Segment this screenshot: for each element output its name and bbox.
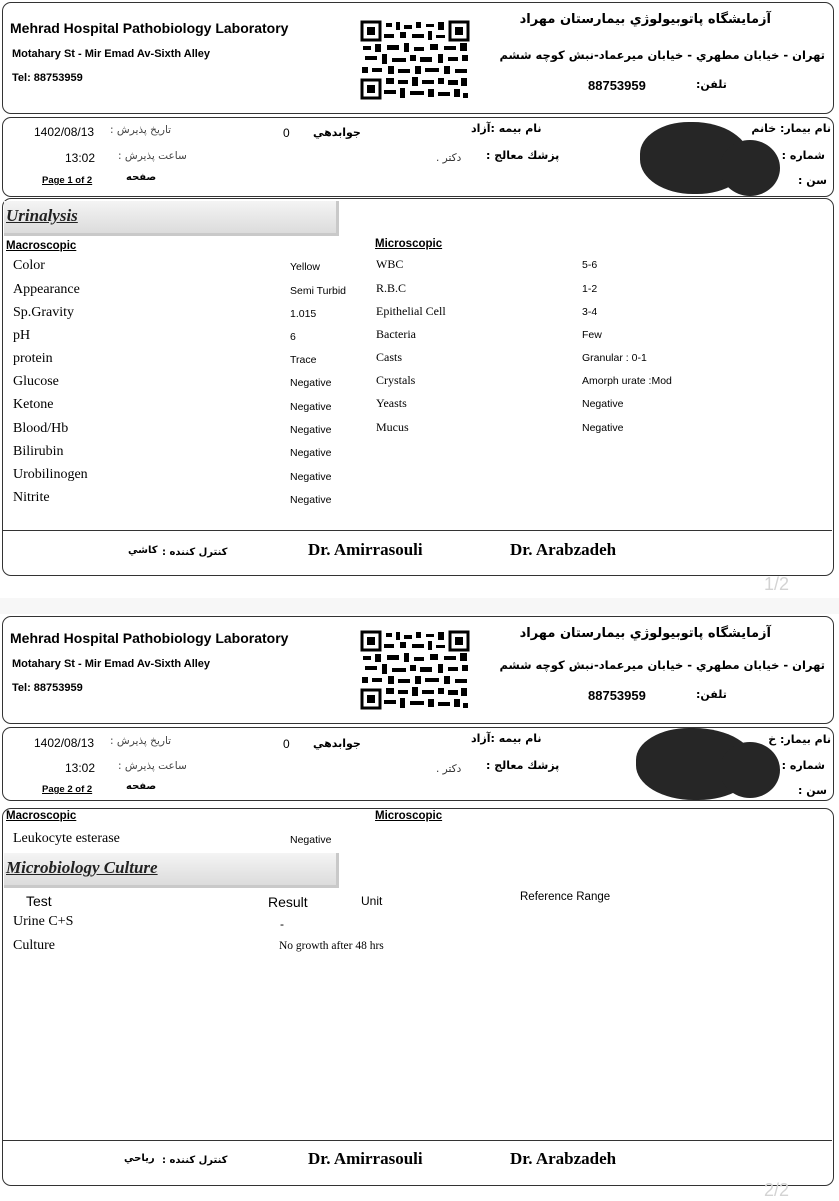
patient-age-label: سن :	[798, 174, 827, 187]
culture-test-result: No growth after 48 hrs	[279, 940, 384, 952]
lab-tel-label-fa: تلفن:	[696, 78, 727, 91]
column-unit: Unit	[361, 894, 383, 908]
macro-name: Sp.Gravity	[13, 305, 75, 320]
answer-value: 0	[283, 737, 290, 751]
insurance-label: نام بيمه :آزاد	[471, 732, 542, 745]
micro-name: Crystals	[376, 373, 416, 387]
page-word: صفحه	[126, 781, 157, 792]
macro-name: pH	[13, 328, 31, 343]
macro-value: 6	[290, 331, 296, 343]
patient-number-label: شماره :	[781, 759, 825, 772]
macro-value: Negative	[290, 471, 332, 483]
controller-label: كنترل كننده :	[162, 547, 228, 558]
microscopic-heading: Microscopic	[375, 238, 443, 250]
results-box	[2, 198, 834, 576]
macro-value: Negative	[290, 494, 332, 506]
macro-name: Appearance	[13, 282, 80, 297]
reception-date-value: 1402/08/13	[34, 125, 95, 139]
lab-tel-label-fa: تلفن:	[696, 688, 727, 701]
signature-doctor-2: Dr. Arabzadeh	[510, 540, 617, 559]
insurance-label: نام بيمه :آزاد	[471, 122, 542, 135]
micro-name: Casts	[376, 350, 403, 364]
lab-address-en: Motahary St - Mir Emad Av-Sixth Alley	[12, 658, 211, 670]
lab-tel-value: 88753959	[588, 688, 646, 703]
macro-value: Negative	[290, 424, 332, 436]
micro-value: Negative	[582, 422, 624, 434]
page-separator	[0, 598, 839, 614]
micro-name: WBC	[376, 257, 404, 271]
viewer-page-index: 2/2	[764, 1180, 790, 1200]
lab-name-en: Mehrad Hospital Pathobiology Laboratory	[10, 20, 289, 36]
column-test: Test	[26, 893, 52, 909]
culture-test-name: Urine C+S	[13, 914, 74, 929]
reception-time-label: ساعت پذيرش :	[118, 150, 187, 162]
lab-tel-value: 88753959	[588, 78, 646, 93]
patient-age-label: سن :	[798, 784, 827, 797]
viewer-page-index: 1/2	[764, 574, 790, 594]
macro-name: Blood/Hb	[13, 421, 69, 436]
reception-date-value: 1402/08/13	[34, 736, 95, 750]
urinalysis-title: Urinalysis	[6, 206, 78, 225]
macro-name: Ketone	[13, 397, 54, 412]
macroscopic-heading: Macroscopic	[6, 810, 77, 822]
leukocyte-value: Negative	[290, 834, 332, 846]
culture-test-name: Culture	[13, 938, 55, 953]
signature-doctor-1: Dr. Amirrasouli	[308, 540, 423, 559]
lab-name-fa: آزمايشگاه پاتوبيولوژي بيمارستان مهراد	[519, 12, 771, 27]
redaction-mark	[720, 140, 780, 196]
micro-value: Amorph urate :Mod	[582, 375, 672, 387]
lab-name-fa: آزمايشگاه پاتوبيولوژي بيمارستان مهراد	[519, 626, 771, 641]
page-label: Page 1 of 2	[42, 175, 93, 186]
lab-name-en: Mehrad Hospital Pathobiology Laboratory	[10, 630, 289, 646]
micro-value: Few	[582, 329, 602, 341]
reception-date-label: تاريخ پذيرش :	[110, 735, 172, 747]
microbiology-banner	[4, 853, 339, 888]
doctor-value: دكتر .	[436, 763, 462, 775]
reception-time-value: 13:02	[65, 151, 96, 165]
micro-value: 5-6	[582, 259, 598, 271]
doctor-label: پزشك معالج :	[486, 759, 560, 772]
column-reference: Reference Range	[520, 891, 611, 903]
macro-name: Bilirubin	[13, 444, 64, 459]
macro-value: 1.015	[290, 308, 317, 320]
macro-value: Negative	[290, 401, 332, 413]
microbiology-title: Microbiology Culture	[6, 858, 158, 877]
lab-address-en: Motahary St - Mir Emad Av-Sixth Alley	[12, 48, 211, 60]
answer-value: 0	[283, 126, 290, 140]
patient-name-label: نام بيمار: خانم	[751, 122, 831, 135]
doctor-value: دكتر .	[436, 152, 462, 164]
controller-label: كنترل كننده :	[162, 1155, 228, 1166]
macro-name: Color	[13, 258, 45, 273]
controller-value: كاشي	[128, 545, 158, 556]
lab-tel-en: Tel: 88753959	[12, 72, 83, 84]
macro-name: Nitrite	[13, 490, 50, 505]
footer-divider	[3, 1140, 832, 1141]
controller-value: رياحي	[124, 1153, 155, 1164]
reception-time-label: ساعت پذيرش :	[118, 760, 187, 772]
patient-number-label: شماره :	[781, 149, 825, 162]
page-word: صفحه	[126, 172, 157, 183]
reception-time-value: 13:02	[65, 761, 96, 775]
footer-divider	[3, 530, 832, 531]
leukocyte-name: Leukocyte esterase	[13, 831, 120, 846]
macro-value: Yellow	[290, 261, 320, 273]
micro-name: R.B.C	[376, 281, 407, 295]
macro-value: Trace	[290, 354, 317, 366]
culture-test-result: -	[280, 917, 284, 931]
page-label: Page 2 of 2	[42, 784, 93, 795]
macro-value: Semi Turbid	[290, 285, 347, 297]
patient-name-label: نام بيمار: خ	[768, 733, 831, 746]
micro-value: Negative	[582, 398, 624, 410]
micro-value: Granular : 0-1	[582, 352, 647, 364]
micro-name: Mucus	[376, 420, 409, 434]
column-result: Result	[268, 894, 308, 910]
micro-name: Yeasts	[376, 396, 407, 410]
lab-address-fa: تهران - خيابان مطهري - خيابان ميرعماد-نبش كوچه ششم	[499, 48, 825, 62]
macroscopic-heading: Macroscopic	[6, 240, 77, 252]
micro-name: Epithelial Cell	[376, 304, 446, 318]
lab-address-fa: تهران - خيابان مطهري - خيابان ميرعماد-نبش كوچه ششم	[499, 658, 825, 672]
answer-label: جوابدهي	[313, 737, 361, 750]
macro-value: Negative	[290, 377, 332, 389]
macro-name: Urobilinogen	[13, 467, 88, 482]
micro-value: 3-4	[582, 306, 598, 318]
macro-value: Negative	[290, 447, 332, 459]
reception-date-label: تاريخ پذيرش :	[110, 124, 172, 136]
signature-doctor-1: Dr. Amirrasouli	[308, 1149, 423, 1168]
redaction-mark	[720, 742, 780, 798]
micro-name: Bacteria	[376, 327, 416, 341]
micro-value: 1-2	[582, 283, 598, 295]
answer-label: جوابدهي	[313, 126, 361, 139]
urinalysis-banner	[4, 201, 339, 236]
qr-code-icon	[360, 630, 470, 710]
signature-doctor-2: Dr. Arabzadeh	[510, 1149, 617, 1168]
doctor-label: پزشك معالج :	[486, 149, 560, 162]
macro-name: Glucose	[13, 374, 59, 389]
qr-code-icon	[360, 20, 470, 100]
macro-name: protein	[13, 351, 53, 366]
microscopic-heading: Microscopic	[375, 810, 443, 822]
lab-tel-en: Tel: 88753959	[12, 682, 83, 694]
